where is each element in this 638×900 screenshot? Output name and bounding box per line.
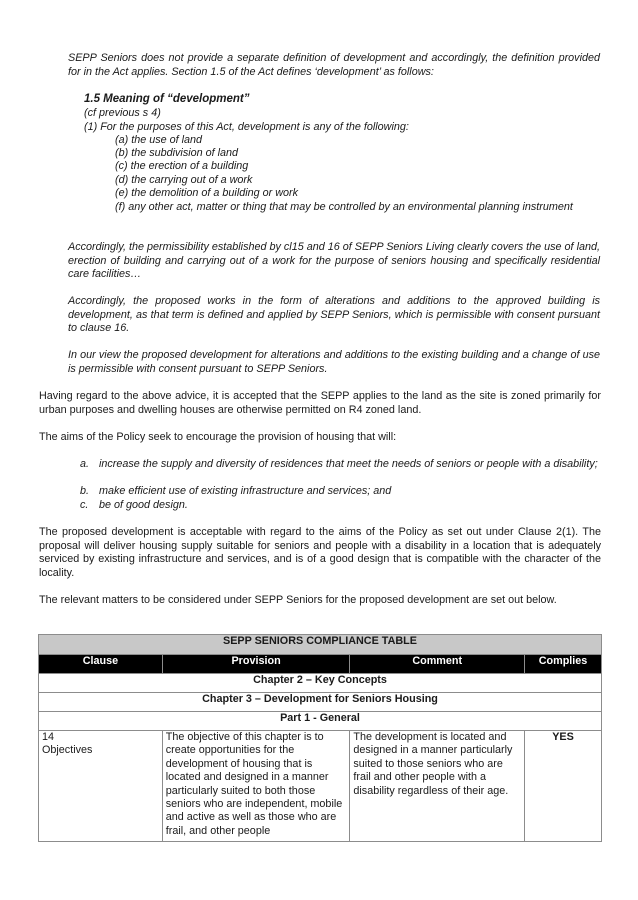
part-1-heading: Part 1 - General bbox=[39, 712, 602, 731]
para-aims-intro: The aims of the Policy seek to encourage the provision of housing that will: bbox=[39, 431, 397, 443]
aim-item bbox=[80, 458, 601, 472]
table-row bbox=[39, 731, 602, 842]
definition-heading: 1.5 Meaning of “development” bbox=[84, 93, 250, 105]
clause-number: 14 bbox=[42, 731, 55, 743]
para-relevant: The relevant matters to be considered under SEPP Seniors for the proposed development are set out below. bbox=[39, 594, 557, 606]
definition-cf: (cf previous s 4) bbox=[84, 107, 161, 119]
provision-cell: The objective of this chapter is to create opportunities for the development of housing that is located and designed in a manner particularly suited to both those seniors who are independent, mobile and active as well as those who are frail, and other people bbox=[162, 731, 350, 842]
definition-item bbox=[115, 201, 600, 215]
table-title-row bbox=[39, 635, 602, 655]
section-row bbox=[39, 674, 602, 693]
quote-intro: SEPP Seniors does not provide a separate definition of development and accordingly, the definition provided for in the Act applies. Section 1.5 of the Act defines ‘development’ as follows: bbox=[68, 52, 600, 78]
header-provision: Provision bbox=[162, 655, 350, 674]
aim-text: increase the supply and diversity of residences that meet the needs of seniors or people with a disability; bbox=[99, 458, 598, 470]
aim-item bbox=[80, 485, 601, 499]
table-header-row bbox=[39, 655, 602, 674]
definition-lead: (1) For the purposes of this Act, development is any of the following: bbox=[84, 121, 409, 133]
chapter-2-heading: Chapter 2 – Key Concepts bbox=[39, 674, 602, 693]
aim-marker: b. bbox=[80, 485, 90, 497]
chapter-3-heading: Chapter 3 – Development for Seniors Housing bbox=[39, 693, 602, 712]
aim-marker: c. bbox=[80, 499, 89, 511]
quote-works: Accordingly, the proposed works in the form of alterations and additions to the approved building is development, as that term is defined and applied by SEPP Seniors, which is permissible with consent pursuant to clause 16. bbox=[68, 295, 600, 335]
definition-item-f: (f) any other act, matter or thing that may be controlled by an environmental planning instrument bbox=[115, 201, 573, 213]
definition-item: (e) the demolition of a building or work bbox=[115, 187, 299, 199]
para-advice: Having regard to the above advice, it is accepted that the SEPP applies to the land as the site is zoned primarily for urban purposes and dwelling houses are otherwise permitted on R4 zoned land. bbox=[39, 390, 601, 416]
header-comment: Comment bbox=[350, 655, 525, 674]
header-complies: Complies bbox=[525, 655, 602, 674]
aim-text: make efficient use of existing infrastructure and services; and bbox=[99, 485, 392, 497]
aim-text: be of good design. bbox=[99, 499, 188, 511]
comment-cell: The development is located and designed in a manner particularly suited to those seniors who are frail and other people with a disability regardless of their age. bbox=[350, 731, 525, 842]
definition-item: (c) the erection of a building bbox=[115, 160, 249, 172]
definition-item: (d) the carrying out of a work bbox=[115, 174, 253, 186]
aim-marker: a. bbox=[80, 458, 90, 470]
section-row bbox=[39, 712, 602, 731]
header-clause: Clause bbox=[39, 655, 163, 674]
para-acceptable: The proposed development is acceptable with regard to the aims of the Policy as set out under Clause 2(1). The proposal will deliver housing supply suitable for seniors and people with a disability in a location that is adequately serviced by existing infrastructure and services, and is of a good design that is compatible with the character of the locality. bbox=[39, 526, 601, 579]
definition-item: (a) the use of land bbox=[115, 134, 203, 146]
clause-cell bbox=[39, 731, 163, 842]
quote-permissibility: Accordingly, the permissibility established by cl15 and 16 of SEPP Seniors Living clearly covers the use of land, erection of building and carrying out of a work for the purpose of seniors housing and specifically residential care facilities… bbox=[68, 241, 600, 281]
definition-item: (b) the subdivision of land bbox=[115, 147, 239, 159]
compliance-table bbox=[38, 634, 602, 842]
quote-view: In our view the proposed development for alterations and additions to the existing building and a change of use is permissible with consent pursuant to SEPP Seniors. bbox=[68, 349, 600, 375]
section-row bbox=[39, 693, 602, 712]
aim-item bbox=[80, 499, 601, 513]
clause-name: Objectives bbox=[42, 744, 93, 757]
table-title: SEPP SENIORS COMPLIANCE TABLE bbox=[39, 635, 602, 655]
complies-cell: YES bbox=[525, 731, 602, 842]
